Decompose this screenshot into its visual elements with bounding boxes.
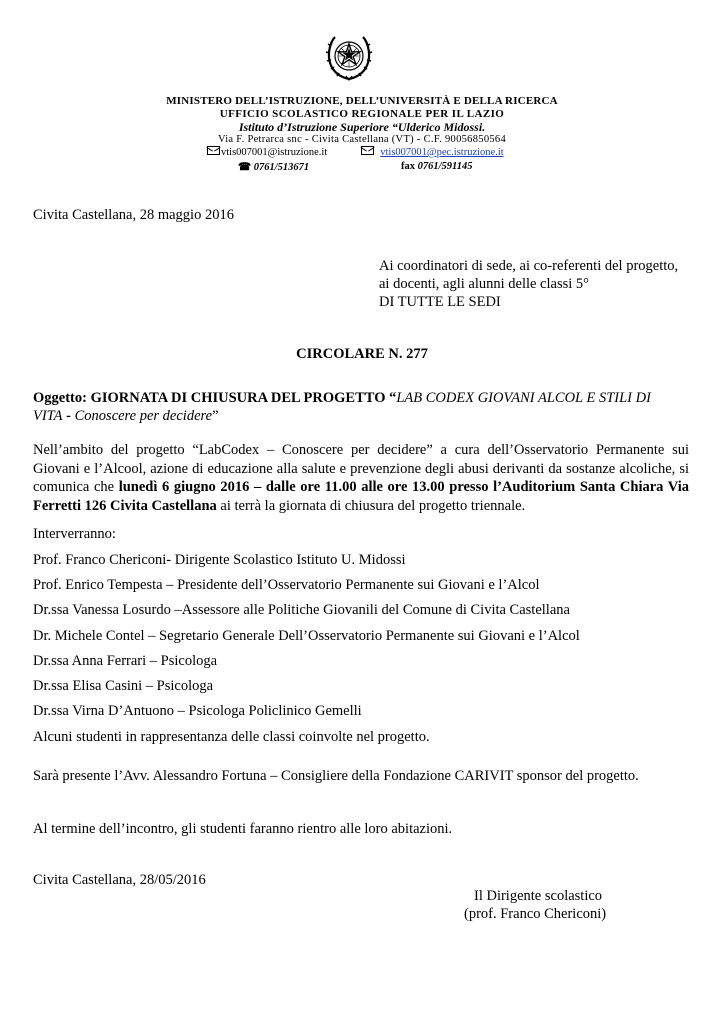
- signature-name: (prof. Franco Chericoni): [464, 906, 607, 922]
- announcement-intro: Nell’ambito del progetto “LabCodex – Conoscere per decidere” a cura dell’Osservatorio Permanente sui Giovani e l’Alcool, azione di educazione alla salute e prevenzione degli abusi derivanti da sostanze alcoliche, si comunica che: [33, 442, 689, 495]
- announcement-conclusion: ai terrà la giornata di chiusura del progetto triennale.: [216, 497, 526, 514]
- telephone-icon: ☎: [238, 162, 252, 173]
- speaker-item: Prof. Enrico Tempesta – Presidente dell’Osservatorio Permanente sui Giovani e l’Alcol: [33, 577, 540, 593]
- recipients-line-1: Ai coordinatori di sede, ai co-referenti del progetto,: [379, 258, 679, 274]
- recipients-line-2: ai docenti, agli alunni delle classi 5°: [379, 276, 589, 292]
- subject-closing-quote: ”: [212, 408, 219, 424]
- envelope-icon: [361, 146, 374, 155]
- speaker-item: Dr.ssa Virna D’Antuono – Psicologa Policlinico Gemelli: [33, 703, 362, 719]
- speakers-heading: Interverranno:: [33, 526, 116, 542]
- phone-line: [238, 161, 309, 173]
- sponsor-note: Sarà presente l’Avv. Alessandro Fortuna – Consigliere della Fondazione CARIVIT sponsor del progetto.: [33, 768, 639, 784]
- speaker-item: Dr.ssa Anna Ferrari – Psicologa: [33, 653, 218, 669]
- subject-project-title: LAB CODEX GIOVANI ALCOL E STILI DI: [396, 390, 651, 406]
- speaker-item: Alcuni studenti in rappresentanza delle classi coinvolte nel progetto.: [33, 729, 430, 745]
- subject-prefix: Oggetto: GIORNATA DI CHIUSURA DEL PROGETTO “: [33, 390, 397, 406]
- circular-number: CIRCOLARE N. 277: [296, 346, 428, 362]
- subject-line-2: [33, 407, 219, 425]
- italian-republic-emblem-icon: [325, 32, 373, 82]
- fax-line: [401, 161, 472, 172]
- subject-project-title-end: VITA: [33, 408, 63, 424]
- closing-note: Al termine dell’incontro, gli studenti faranno rientro alle loro abitazioni.: [33, 821, 453, 837]
- subject-dash: -: [62, 408, 75, 424]
- speaker-item: Dr.ssa Vanessa Losurdo –Assessore alle Politiche Giovanili del Comune di Civita Castellana: [33, 602, 570, 618]
- school-email: vtis007001@istruzione.it: [221, 147, 328, 158]
- signature-title: Il Dirigente scolastico: [474, 888, 603, 904]
- school-email-line: [207, 146, 327, 158]
- envelope-icon: [207, 146, 220, 155]
- speaker-item: Dr.ssa Elisa Casini – Psicologa: [33, 678, 214, 694]
- date-line: Civita Castellana, 28 maggio 2016: [33, 207, 234, 223]
- regional-office-heading: UFFICIO SCOLASTICO REGIONALE PER IL LAZIO: [219, 108, 505, 120]
- ministry-heading: MINISTERO DELL’ISTRUZIONE, DELL’UNIVERSITÀ E DELLA RICERCA: [166, 95, 558, 107]
- school-address: Via F. Petrarca snc - Civita Castellana (VT) - C.F. 90056850564: [217, 134, 507, 145]
- school-pec-line: [361, 146, 504, 158]
- phone-number: 0761/513671: [253, 162, 310, 173]
- school-name: Istituto d’Istruzione Superiore “Ulderico Midossi.: [238, 120, 486, 134]
- subject-project-subtitle: Conoscere per decidere: [74, 408, 213, 424]
- subject-line-1: [33, 389, 651, 407]
- announcement-paragraph: [33, 441, 689, 515]
- footer-date: Civita Castellana, 28/05/2016: [33, 872, 206, 888]
- speaker-item: Prof. Franco Chericoni- Dirigente Scolastico Istituto U. Midossi: [33, 552, 406, 568]
- school-pec-link[interactable]: vtis007001@pec.istruzione.it: [380, 147, 504, 158]
- fax-label: fax: [401, 161, 415, 172]
- speaker-item: Dr. Michele Contel – Segretario Generale Dell’Osservatorio Permanente sui Giovani e l’Alcol: [33, 628, 580, 644]
- event-date-location: lunedì 6 giugno 2016 – dalle ore 11.00 alle ore 13.00 presso l’Auditorium Santa Chiara Via Ferretti 126 Civita Castellana: [33, 479, 689, 514]
- recipients-line-3: DI TUTTE LE SEDI: [379, 294, 501, 310]
- fax-number: 0761/591145: [417, 161, 473, 172]
